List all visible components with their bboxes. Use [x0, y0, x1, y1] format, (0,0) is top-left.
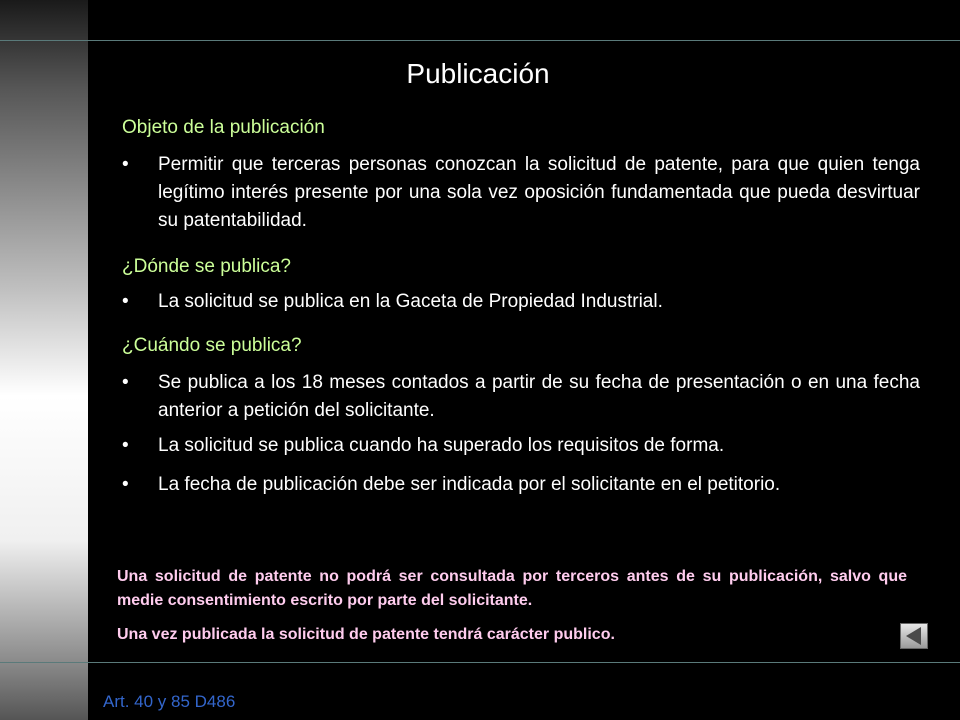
bottom-divider-line: [0, 662, 960, 663]
note-consulta: Una solicitud de patente no podrá ser consultada por terceros antes de su publicación, salvo que medie consentimiento escrito por parte del solicitante.: [117, 568, 907, 609]
bullet-cuando-2: [122, 432, 920, 460]
bullet-text: La solicitud se publica cuando ha superado los requisitos de forma.: [158, 435, 725, 456]
slide-title: Publicación: [406, 58, 550, 89]
bullet-dot: •: [122, 474, 129, 495]
bullet-dot: •: [122, 154, 129, 175]
bullet-text: La solicitud se publica en la Gaceta de Propiedad Industrial.: [158, 291, 663, 312]
heading-objeto: Objeto de la publicación: [122, 117, 325, 138]
bullet-text: La fecha de publicación debe ser indicada por el solicitante en el petitorio.: [158, 474, 781, 495]
heading-cuando: ¿Cuándo se publica?: [122, 335, 302, 356]
bullet-text: Se publica a los 18 meses contados a partir de su fecha de presentación o en una fecha anterior a petición del solicitante.: [158, 372, 920, 421]
back-button[interactable]: [900, 623, 928, 649]
footer-reference: Art. 40 y 85 D486: [103, 692, 236, 711]
heading-donde: ¿Dónde se publica?: [122, 256, 291, 277]
bullet-objeto-1: [122, 151, 920, 235]
left-gradient-bar: [0, 0, 88, 720]
bullet-text: Permitir que terceras personas conozcan la solicitud de patente, para que quien tenga legítimo interés presente por una sola vez oposición fundamentada que pueda desvirtuar su patentabilidad.: [158, 154, 920, 231]
bullet-cuando-1: [122, 369, 920, 425]
bullet-cuando-3: [122, 471, 920, 499]
bullet-dot: •: [122, 291, 129, 312]
triangle-left-icon: [904, 626, 924, 646]
bullet-dot: •: [122, 372, 129, 393]
note-caracter-publico: Una vez publicada la solicitud de patente tendrá carácter publico.: [117, 626, 615, 643]
bullet-dot: •: [122, 435, 129, 456]
top-divider-line: [0, 40, 960, 41]
bullet-donde-1: [122, 288, 920, 316]
